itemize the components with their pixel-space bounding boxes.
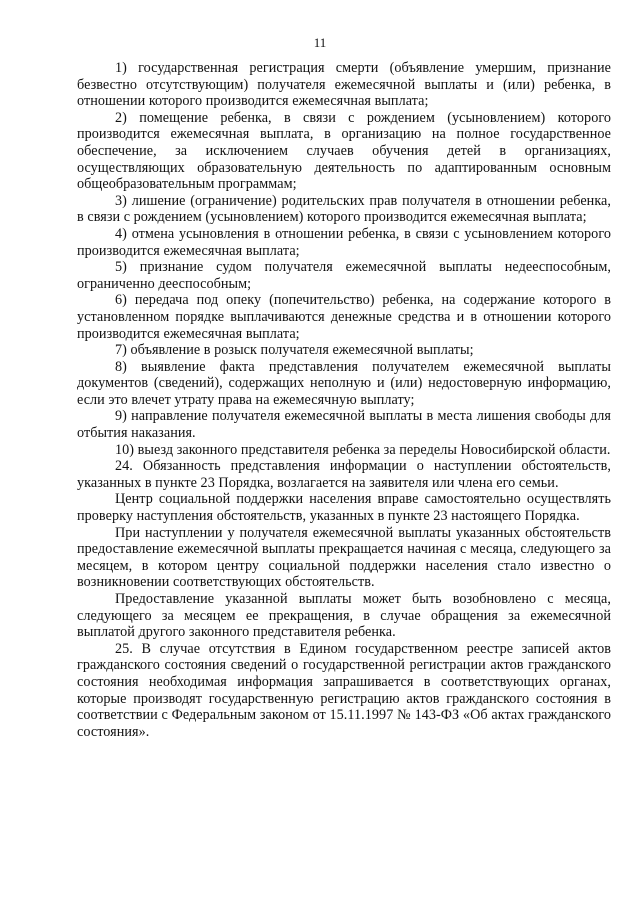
paragraph-verification: Центр социальной поддержки населения вправе самостоятельно осуществлять проверку наступления обстоятельств, указанных в пункте 23 настоящего Порядка. xyxy=(77,491,611,525)
paragraph-item-2: 2) помещение ребенка, в связи с рождением (усыновлением) которого производится ежемесячная выплата, в организацию на полное государственное обеспечение, за исключением случаев обучения детей в организациях, осуществляющих образовательную деятельность по адаптированным основным общеобразовательным программам; xyxy=(77,109,611,193)
paragraph-item-9: 9) направление получателя ежемесячной выплаты в места лишения свободы для отбытия наказания. xyxy=(77,408,611,442)
paragraph-clause-24: 24. Обязанность представления информации о наступлении обстоятельств, указанных в пункте 23 Порядка, возлагается на заявителя или члена его семьи. xyxy=(77,458,611,491)
paragraph-item-4: 4) отмена усыновления в отношении ребенка, в связи с усыновлением которого производится ежемесячная выплата; xyxy=(77,225,611,259)
paragraph-item-3: 3) лишение (ограничение) родительских прав получателя в отношении ребенка, в связи с рождением (усыновлением) которого производится ежемесячная выплата; xyxy=(77,192,611,226)
paragraph-resumption: Предоставление указанной выплаты может быть возобновлено с месяца, следующего за месяцем ее прекращения, в случае обращения за ежемесячной выплатой другого законного представителя ребенка. xyxy=(77,591,611,641)
paragraph-item-10: 10) выезд законного представителя ребенка за переделы Новосибирской области. xyxy=(115,441,611,458)
paragraph-item-1: 1) государственная регистрация смерти (объявление умершим, признание безвестно отсутствующим) получателя ежемесячной выплаты и (или) ребенка, в отношении которого производится ежемесячная выплата; xyxy=(77,60,611,110)
paragraph-clause-25: 25. В случае отсутствия в Едином государственном реестре записей актов гражданского состояния сведений о государственной регистрации актов гражданского состояния необходимая информация запрашивается в соответствующих органах, которые производят государственную регистрацию актов гражданского состояния в соответствии с Федеральным законом от 15.11.1997 № 143-ФЗ «Об актах гражданского состояния». xyxy=(77,640,611,740)
paragraph-termination: При наступлении у получателя ежемесячной выплаты указанных обстоятельств предоставление ежемесячной выплаты прекращается начиная с месяца, следующего за месяцем, в котором центру социальной поддержки населения стало известно о возникновении соответствующих обстоятельств. xyxy=(77,524,611,591)
page-number: 11 xyxy=(313,35,327,50)
paragraph-item-6: 6) передача под опеку (попечительство) ребенка, на содержание которого в установленном порядке выплачиваются денежные средства и в отношении которого производится ежемесячная выплата; xyxy=(77,292,611,342)
paragraph-item-8: 8) выявление факта представления получателем ежемесячной выплаты документов (сведений), содержащих неполную и (или) недостоверную информацию, если это влечет утрату права на ежемесячную выплату; xyxy=(77,358,611,408)
paragraph-item-7: 7) объявление в розыск получателя ежемесячной выплаты; xyxy=(115,342,474,359)
document-body xyxy=(77,60,611,740)
paragraph-item-5: 5) признание судом получателя ежемесячной выплаты недееспособным, ограниченно дееспособным; xyxy=(77,259,611,292)
